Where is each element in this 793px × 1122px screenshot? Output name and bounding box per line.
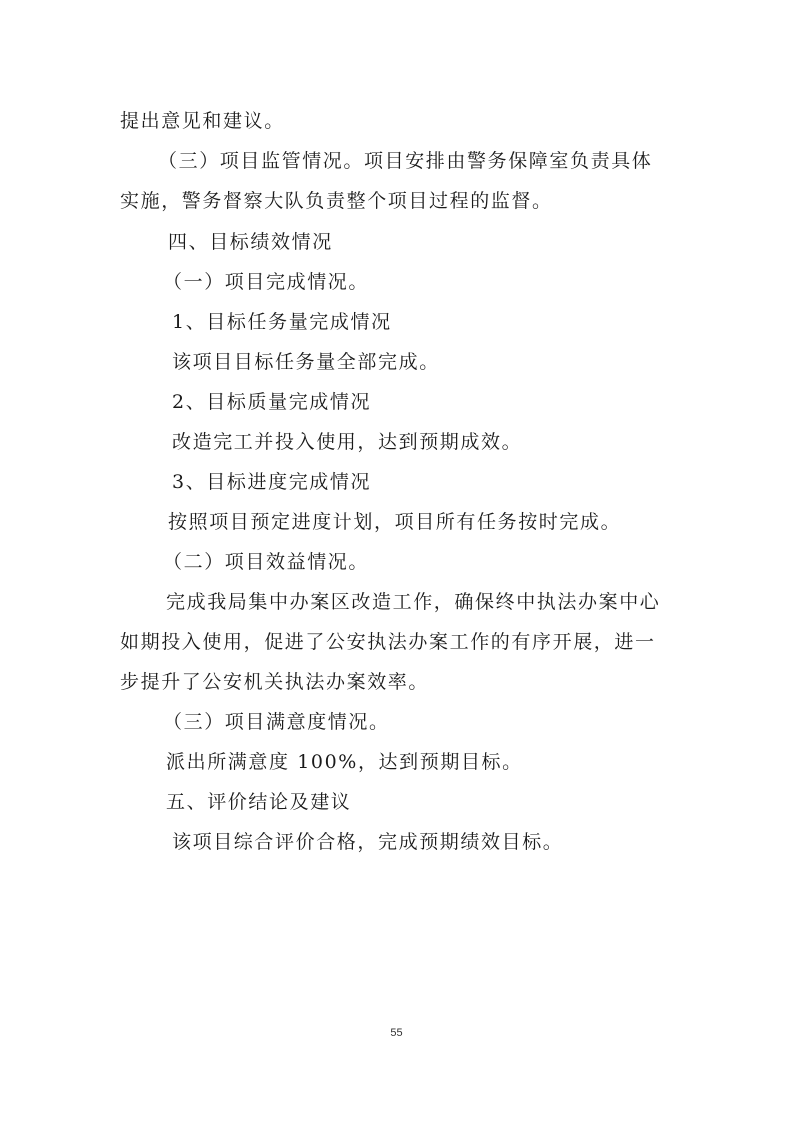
page-number: 55 [390, 1027, 403, 1039]
item-heading: 1、目标任务量完成情况 [172, 311, 392, 333]
paragraph-line: 如期投入使用，促进了公安执法办案工作的有序开展，进一 [120, 631, 656, 653]
paragraph-line: 完成我局集中办案区改造工作，确保终中执法办案中心 [166, 591, 661, 613]
paragraph-line: 实施，警务督察大队负责整个项目过程的监督。 [120, 190, 553, 212]
paragraph-line: 该项目目标任务量全部完成。 [172, 351, 440, 373]
section-heading: 四、目标绩效情况 [168, 231, 333, 253]
item-heading: 2、目标质量完成情况 [172, 391, 372, 413]
subsection-heading: （三）项目满意度情况。 [163, 711, 390, 733]
subsection-heading: （一）项目完成情况。 [163, 271, 370, 293]
paragraph-line: 步提升了公安机关执法办案效率。 [120, 671, 430, 693]
paragraph-line: 按照项目预定进度计划，项目所有任务按时完成。 [168, 511, 622, 533]
section-heading: （三）项目监管情况。项目安排由警务保障室负责具体 [158, 150, 653, 172]
subsection-heading: （二）项目效益情况。 [163, 551, 370, 573]
paragraph-line: 该项目综合评价合格，完成预期绩效目标。 [172, 831, 564, 853]
paragraph-line: 改造完工并投入使用，达到预期成效。 [172, 431, 523, 453]
paragraph-line: 提出意见和建议。 [120, 110, 285, 132]
paragraph-line: 派出所满意度 100%，达到预期目标。 [166, 751, 523, 773]
item-heading: 3、目标进度完成情况 [172, 471, 372, 493]
section-heading: 五、评价结论及建议 [166, 791, 352, 813]
